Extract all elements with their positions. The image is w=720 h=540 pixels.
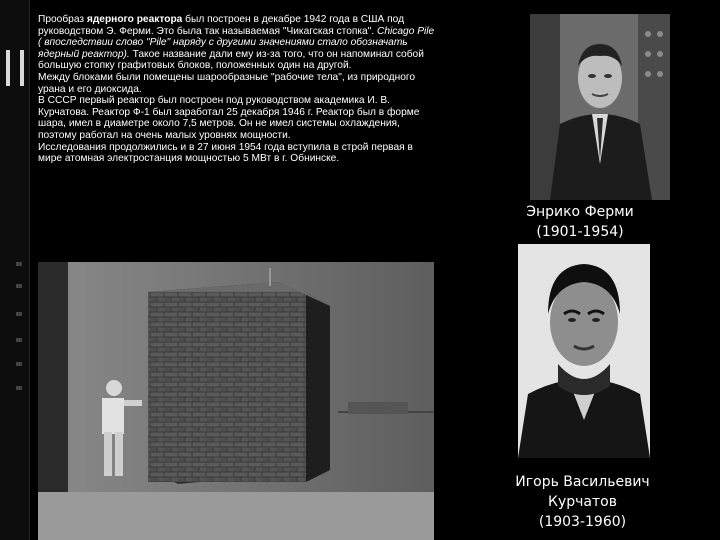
decor-tick <box>16 284 22 288</box>
fermi-portrait-photo <box>530 14 670 200</box>
fermi-caption <box>505 202 655 242</box>
italic-note: Chicago Pile ( впоследствии слово "Pile" наряду с другими значениями стало обозначать ядерный реактор). <box>38 25 435 60</box>
kurchatov-years: (1903-1960) <box>538 514 627 530</box>
left-decor-strip <box>0 0 30 540</box>
kurchatov-portrait-photo <box>518 244 650 458</box>
paragraph-blocks: Между блоками были помещены шарообразные "рабочие тела", из природного урана и его диоксида. <box>38 71 416 95</box>
kurchatov-name-line1: Игорь Васильевич <box>515 474 650 490</box>
body-text <box>38 14 436 165</box>
paragraph-obninsk: Исследования продолжились и в 27 июня 1954 года вступила в строй первая в мире атомная электростанция мощностью 5 МВт в г. Обнинске. <box>38 141 413 165</box>
fermi-years: (1901-1954) <box>536 224 624 240</box>
decor-bar-left <box>6 50 10 86</box>
decor-tick <box>16 338 22 342</box>
vertical-divider <box>29 0 30 540</box>
text-span: был построен в декабре 1942 года в США под руководством Э. Ферми. Это была так называемая "Чикагская стопка". <box>38 14 405 37</box>
text-span: Такое название дали ему из-за того, что он напоминал собой большую стопку графитовых блоков, положенных один на другой. <box>38 48 424 72</box>
bold-term: ядерного реактора <box>86 14 183 25</box>
decor-tick <box>16 312 22 316</box>
paragraph-ussr: В СССР первый реактор был построен под руководством академика И. В. Курчатова. Реактор Ф-1 был заработал 25 декабря 1946 г. Реактор был в форме шара, имел в диаметре около 7,5 метров. Он не имел системы охлаждения, поэтому работал на очень малых уровнях мощности. <box>38 95 420 141</box>
paragraph-chicago-pile <box>38 14 436 72</box>
text-span: Прообраз <box>38 14 87 25</box>
decor-tick <box>16 362 22 366</box>
decor-tick <box>16 386 22 390</box>
decor-tick <box>16 262 22 266</box>
reactor-photo <box>38 262 434 540</box>
kurchatov-name-line2: Курчатов <box>548 494 617 510</box>
kurchatov-caption <box>495 472 670 532</box>
decor-bar-right <box>20 50 24 86</box>
fermi-name: Энрико Ферми <box>526 204 634 220</box>
